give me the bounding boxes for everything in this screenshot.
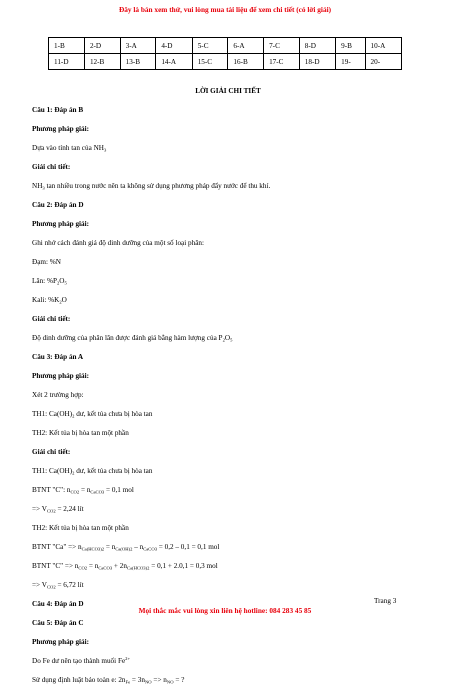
page-number: Trang 3 — [374, 597, 397, 605]
q1-detail-label: Giải chi tiết: — [32, 163, 71, 171]
answer-key-table — [48, 37, 402, 70]
answer-cell: 13-B — [120, 54, 156, 70]
answer-cell: 5-C — [192, 38, 228, 54]
hotline-banner: Mọi thắc mắc vui lòng xin liên hệ hotline: 084 283 45 85 — [138, 606, 312, 615]
q1-detail-text: $NH_3$ tan nhiều trong nước nên ta không sử dụng phương pháp đẩy nước để thu khí. — [32, 182, 271, 191]
q3-case2-detail: TH2: Kết tủa bị hòa tan một phần — [32, 524, 129, 532]
answer-cell: 9-B — [336, 38, 365, 54]
answer-cell: 1-B — [49, 38, 85, 54]
q3-detail-label: Giải chi tiết: — [32, 448, 71, 456]
answer-cell: 17-C — [264, 54, 300, 70]
answer-cell: 16-B — [228, 54, 264, 70]
answer-cell: 7-C — [264, 38, 300, 54]
answer-cell: 2-D — [84, 38, 120, 54]
answer-row — [49, 54, 402, 70]
q3-title: Câu 3: Đáp án A — [32, 353, 84, 361]
q5-title: Câu 5: Đáp án C — [32, 619, 84, 627]
answer-cell: 6-A — [228, 38, 264, 54]
q3-cases: Xét 2 trường hợp: — [32, 391, 84, 399]
q4-title: Câu 4: Đáp án D — [32, 600, 84, 608]
q2-nitrogen: Đạm: %N — [32, 258, 61, 266]
answer-cell: 18-D — [299, 54, 335, 70]
answer-cell: 15-C — [192, 54, 228, 70]
q5-line2: Sử dụng định luật bảo toàn e: $2n_{Fe} = 3n_{NO} => n_{NO}$ = ? — [32, 676, 185, 685]
q3-btnt-c2: BTNT "C" => $n_{CO2} = n_{CaCO3} + 2n_{Ca(HCO3)2} = 0,1 + 2.0,1 = 0,3$ mol — [32, 562, 218, 571]
q1-title: Câu 1: Đáp án B — [32, 106, 84, 114]
answer-cell: 3-A — [120, 38, 156, 54]
q3-case1: TH1: $Ca(OH)_2$ dư, kết tủa chưa bị hòa tan — [32, 410, 153, 419]
q3-method-label: Phương pháp giải: — [32, 372, 90, 380]
answer-cell: 20- — [365, 54, 401, 70]
answer-cell: 10-A — [365, 38, 401, 54]
q3-volume2: => $V_{CO2} = 6,72$ lít — [32, 581, 84, 590]
answer-cell: 11-D — [49, 54, 85, 70]
q2-detail-text: Độ dinh dưỡng của phân lân được đánh giá bằng hàm lượng của $P_2O_5$ — [32, 334, 233, 343]
answer-cell: 19- — [336, 54, 365, 70]
answer-cell: 8-D — [299, 38, 335, 54]
q2-method-line: Ghi nhớ cách đánh giá độ dinh dưỡng của một số loại phân: — [32, 239, 204, 247]
q3-case1-detail: TH1: $Ca(OH)_2$ dư, kết tủa chưa bị hòa tan — [32, 467, 153, 476]
q2-potassium: Kali: $\%K_2O$ — [32, 296, 67, 305]
q1-method-text: Dựa vào tính tan của $NH_3$ — [32, 144, 107, 153]
q2-detail-label: Giải chi tiết: — [32, 315, 71, 323]
solution-content — [32, 86, 424, 694]
q5-line1: Do Fe dư nên tạo thành muối $Fe^{2+}$ — [32, 656, 131, 665]
answer-cell: 14-A — [156, 54, 192, 70]
solution-title: LỜI GIẢI CHI TIẾT — [195, 87, 261, 95]
q2-title: Câu 2: Đáp án D — [32, 201, 84, 209]
answer-cell: 12-B — [84, 54, 120, 70]
q3-case2: TH2: Kết tủa bị hòa tan một phần — [32, 429, 129, 437]
q1-method-label: Phương pháp giải: — [32, 125, 90, 133]
q5-method-label: Phương pháp giải: — [32, 638, 90, 646]
answer-cell: 4-D — [156, 38, 192, 54]
q2-phosphorus: Lân: $\%P_2O_5$ — [32, 277, 67, 286]
q3-btnt-ca: BTNT "Ca" => $n_{Ca(HCO3)2} = n_{Ca(OH)2} - n_{CaCO3} = 0,2 - 0,1 = 0,1$ mol — [32, 543, 220, 552]
q3-btnt-c1: BTNT "C": $n_{CO2} = n_{CaCO3} = 0,1$ mol — [32, 486, 134, 495]
preview-banner: Đây là bản xem thử, vui lòng mua tài liệu để xem chi tiết (có lời giải) — [118, 5, 332, 14]
answer-row — [49, 38, 402, 54]
q2-method-label: Phương pháp giải: — [32, 220, 90, 228]
q3-volume1: => $V_{CO2} = 2,24$ lít — [32, 505, 84, 514]
